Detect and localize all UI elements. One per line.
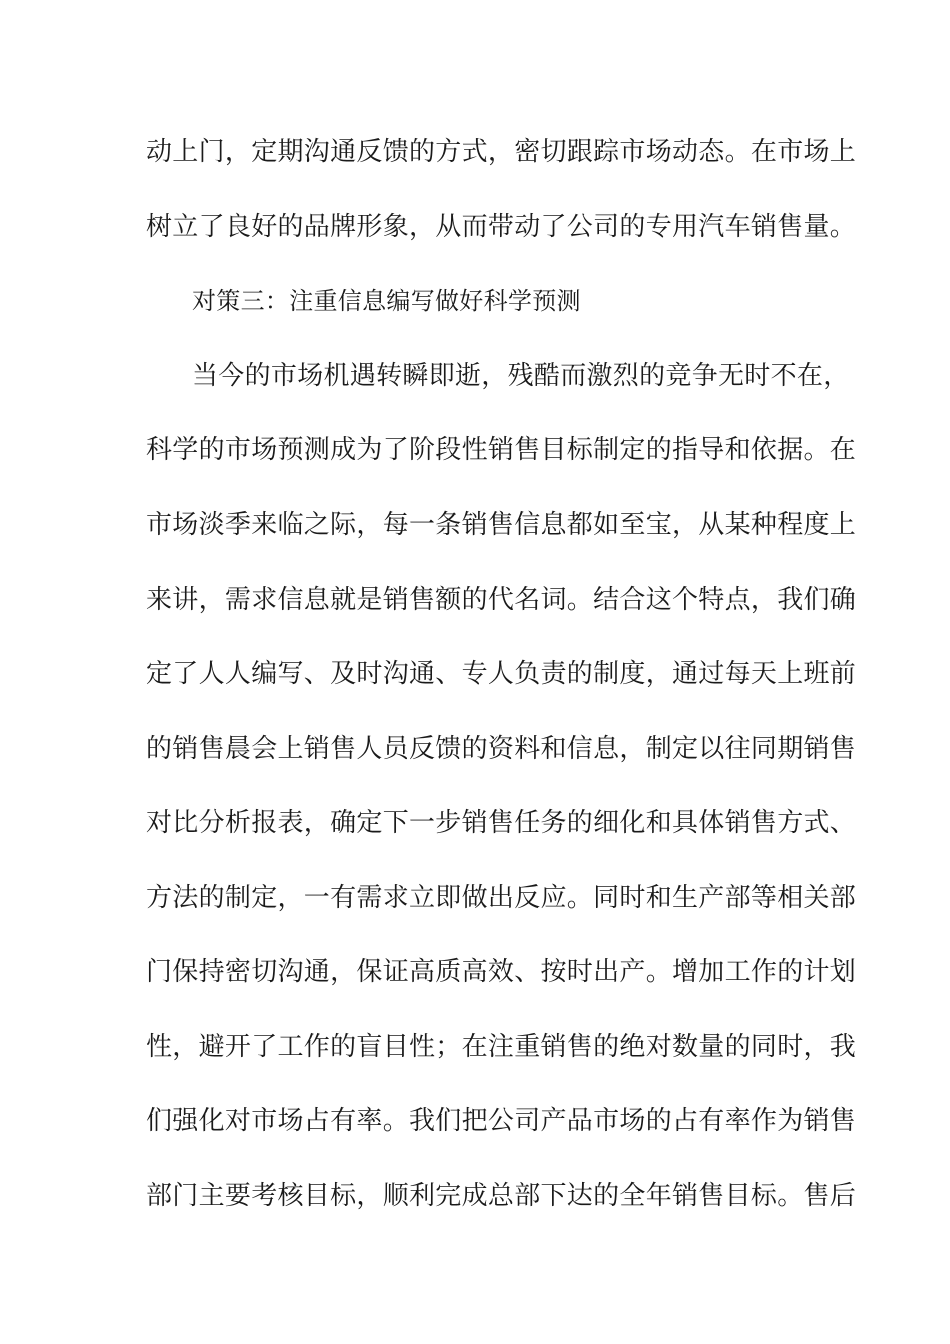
paragraph-first-line: 当今的市场机遇转瞬即逝，残酷而激烈的竞争无时不在， [192,361,850,391]
text-line: 部门主要考核目标，顺利完成总部下达的全年销售目标。售后 [146,1181,857,1211]
text-line: 来讲，需求信息就是销售额的代名词。结合这个特点，我们确 [146,585,857,615]
text-line: 们强化对市场占有率。我们把公司产品市场的占有率作为销售 [146,1106,857,1136]
text-line: 市场淡季来临之际，每一条销售信息都如至宝，从某种程度上 [146,510,857,540]
text-line: 动上门，定期沟通反馈的方式，密切跟踪市场动态。在市场上 [146,137,857,167]
text-line: 方法的制定，一有需求立即做出反应。同时和生产部等相关部 [146,883,857,913]
text-line: 对比分析报表，确定下一步销售任务的细化和具体销售方式、 [146,808,857,838]
text-line: 的销售晨会上销售人员反馈的资料和信息，制定以往同期销售 [146,734,857,764]
text-line: 门保持密切沟通，保证高质高效、按时出产。增加工作的计划 [146,957,857,987]
text-line: 定了人人编写、及时沟通、专人负责的制度，通过每天上班前 [146,659,857,689]
text-line: 性，避开了工作的盲目性；在注重销售的绝对数量的同时，我 [146,1032,857,1062]
section-heading: 对策三：注重信息编写做好科学预测 [192,287,581,315]
text-line: 树立了良好的品牌形象，从而带动了公司的专用汽车销售量。 [146,212,857,242]
text-line: 科学的市场预测成为了阶段性销售目标制定的指导和依据。在 [146,435,857,465]
